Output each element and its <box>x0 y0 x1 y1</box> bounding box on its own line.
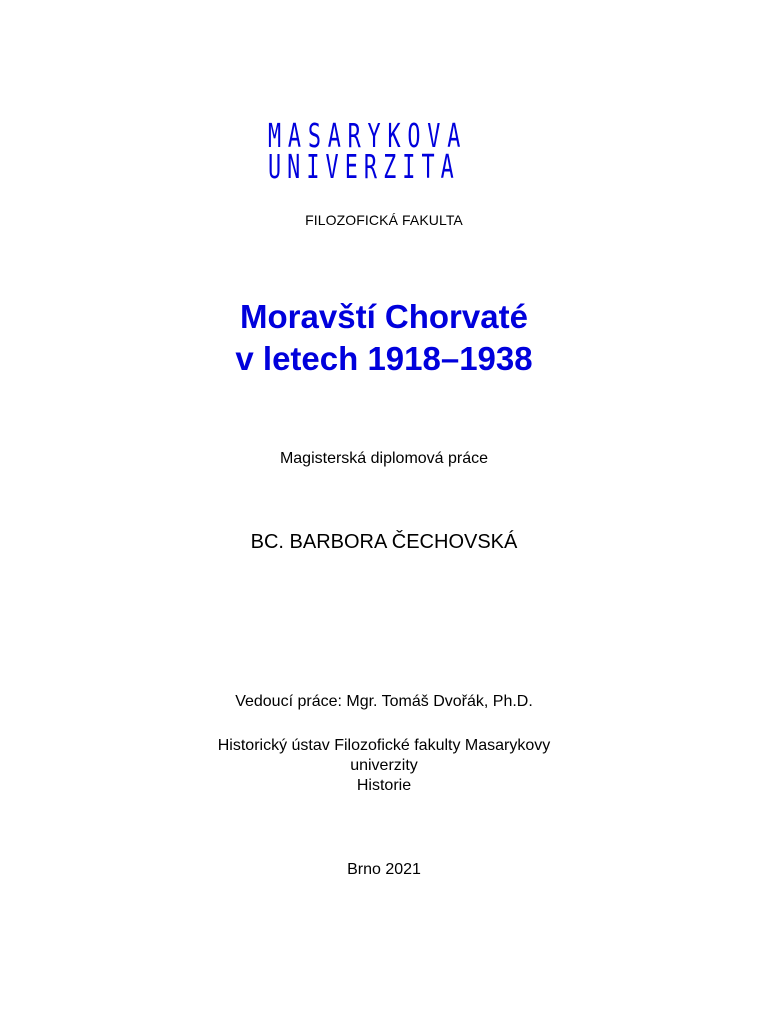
institute <box>0 736 768 796</box>
university-logo <box>268 116 504 186</box>
thesis-title <box>0 296 768 380</box>
faculty-name: FILOZOFICKÁ FAKULTA <box>305 212 463 228</box>
study-field: Historie <box>356 777 412 794</box>
place-and-year: Brno 2021 <box>347 861 421 878</box>
institute-line-1: Historický ústav Filozofické fakulty Masarykovy <box>217 737 551 754</box>
thesis-title-line-2: v letech 1918–1938 <box>235 340 533 377</box>
university-logo-line-1: MASARYKOVA <box>268 116 468 155</box>
author-name: BC. BARBORA ČECHOVSKÁ <box>250 531 518 553</box>
supervisor: Vedoucí práce: Mgr. Tomáš Dvořák, Ph.D. <box>235 693 533 710</box>
thesis-title-line-1: Moravští Chorvaté <box>240 298 528 335</box>
institute-line-2: univerzity <box>350 757 418 774</box>
university-logo-line-2: UNIVERZITA <box>268 147 460 186</box>
thesis-type: Magisterská diplomová práce <box>279 450 489 467</box>
